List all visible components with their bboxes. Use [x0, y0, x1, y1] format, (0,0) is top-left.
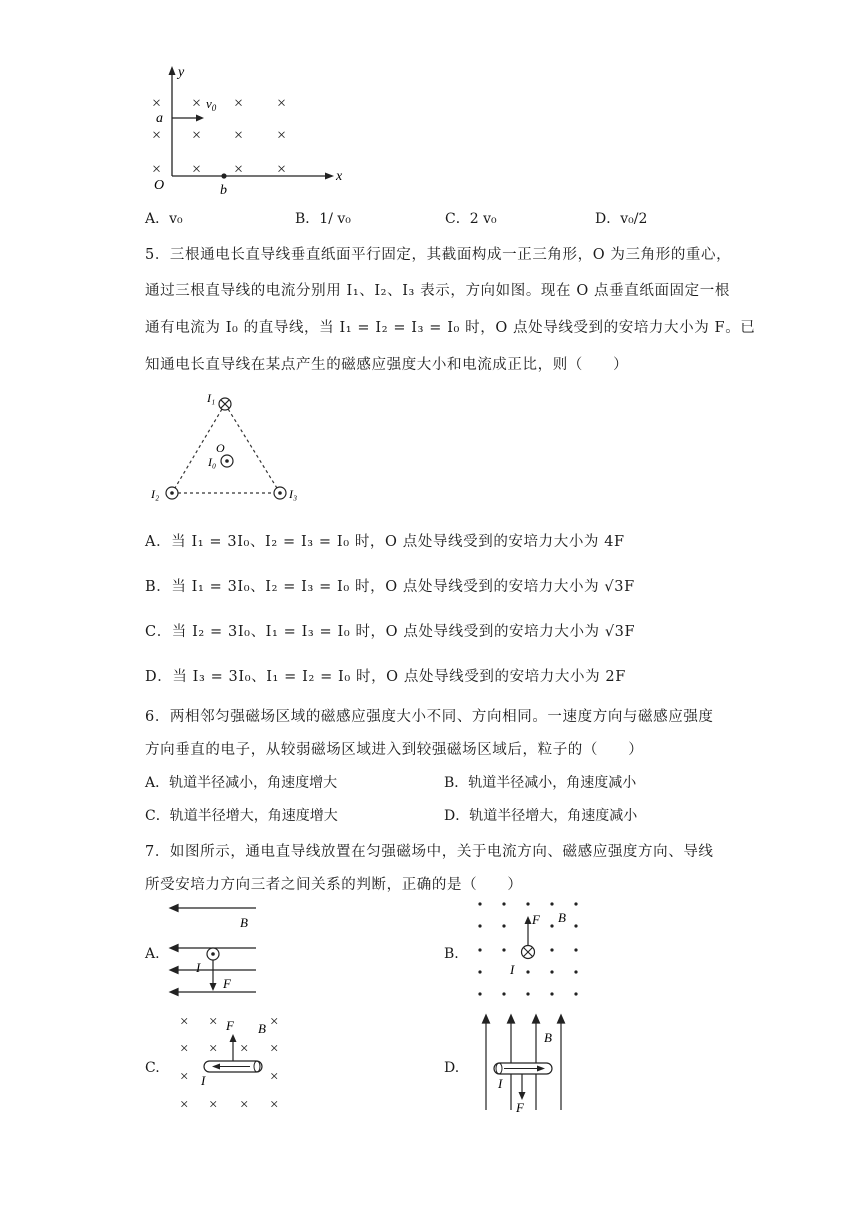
q4-b-label: b	[220, 183, 227, 198]
svg-text:I: I	[498, 1076, 503, 1091]
svg-text:×: ×	[270, 1097, 279, 1113]
svg-text:×: ×	[180, 1097, 189, 1113]
svg-text:F: F	[223, 976, 231, 991]
svg-text:×: ×	[277, 127, 287, 144]
q5-stem-line-1: 5．三根通电长直导线垂直纸面平行固定，其截面构成一正三角形，O 为三角形的重心，	[145, 247, 732, 263]
svg-text:×: ×	[180, 1014, 189, 1030]
q4-origin-label: O	[154, 178, 165, 193]
svg-text:×: ×	[192, 95, 202, 112]
svg-text:I: I	[510, 962, 515, 977]
wire-i1-into-page-icon	[219, 398, 231, 410]
q7-figure-b[interactable]	[472, 898, 587, 1002]
q5-label-i2: I₂	[151, 487, 160, 501]
q5-option-d[interactable]: D．当 I₃ = 3I₀、I₁ = I₂ = I₀ 时，O 点处导线受到的安培力大小为 2F	[145, 669, 626, 685]
svg-text:×: ×	[209, 1014, 218, 1030]
q6-option-a[interactable]: A．轨道半径减小，角速度增大	[145, 775, 338, 791]
svg-text:×: ×	[192, 127, 202, 144]
svg-text:I: I	[201, 1073, 206, 1088]
svg-text:×: ×	[270, 1014, 279, 1030]
q4-x-label: x	[336, 169, 343, 184]
svg-text:×: ×	[180, 1041, 189, 1057]
q5-option-c[interactable]: C．当 I₂ = 3I₀、I₁ = I₃ = I₀ 时，O 点处导线受到的安培力大小为 √3F	[145, 624, 636, 640]
svg-text:×: ×	[152, 161, 162, 178]
q7-figure-d[interactable]	[478, 1010, 578, 1114]
q5-label-o: O	[216, 441, 225, 455]
svg-text:×: ×	[192, 161, 202, 178]
svg-text:×: ×	[209, 1097, 218, 1113]
svg-text:B: B	[544, 1030, 552, 1045]
wire-i0-out-of-page-icon	[221, 455, 233, 467]
svg-text:×: ×	[240, 1097, 249, 1113]
svg-text:×: ×	[234, 95, 244, 112]
q4-option-b[interactable]: B．1/ v₀	[295, 211, 351, 227]
svg-text:×: ×	[277, 95, 287, 112]
q4-point-b	[221, 173, 226, 178]
q6-option-c[interactable]: C．轨道半径增大，角速度增大	[145, 808, 338, 824]
q6-stem-line-1: 6．两相邻匀强磁场区域的磁感应强度大小不同、方向相同。一速度方向与磁感应强度	[145, 709, 714, 725]
q5-stem-line-3: 通有电流为 I₀ 的直导线，当 I₁ = I₂ = I₃ = I₀ 时，O 点处导线受到的安培力大小为 F。已	[145, 320, 756, 336]
svg-text:×: ×	[152, 127, 162, 144]
svg-text:×: ×	[277, 161, 287, 178]
svg-text:×: ×	[234, 161, 244, 178]
svg-text:×: ×	[234, 127, 244, 144]
q4-field-figure	[145, 62, 355, 200]
svg-text:×: ×	[180, 1069, 189, 1085]
q7-stem-line-1: 7．如图所示，通电直导线放置在匀强磁场中，关于电流方向、磁感应强度方向、导线	[145, 844, 714, 860]
q5-label-i3: I₃	[289, 487, 298, 501]
q4-option-c[interactable]: C．2 v₀	[445, 211, 497, 227]
svg-text:F: F	[226, 1018, 234, 1033]
q5-label-i1: I₁	[207, 391, 216, 405]
svg-text:B: B	[558, 910, 566, 925]
q7-figure-a[interactable]	[168, 900, 263, 1000]
q4-option-a[interactable]: A．v₀	[145, 211, 183, 227]
q4-y-label: y	[178, 65, 185, 80]
q5-label-i0: I₀	[208, 455, 217, 469]
q4-v0-label: $v_0$	[206, 96, 217, 113]
q5-stem-line-2: 通过三根直导线的电流分别用 I₁、I₂、I₃ 表示，方向如图。现在 O 点垂直纸面固定一根	[145, 283, 730, 299]
svg-text:×: ×	[270, 1041, 279, 1057]
q6-option-b[interactable]: B．轨道半径减小，角速度减小	[444, 775, 637, 791]
q7-figure-c[interactable]	[174, 1008, 289, 1114]
svg-text:×: ×	[270, 1069, 279, 1085]
q7-option-b-letter[interactable]: B.	[444, 946, 459, 962]
q5-option-b[interactable]: B．当 I₁ = 3I₀、I₂ = I₃ = I₀ 时，O 点处导线受到的安培力大小为 √3F	[145, 579, 635, 595]
q4-option-d[interactable]: D．v₀/2	[595, 211, 648, 227]
q7-option-a-letter[interactable]: A.	[145, 946, 160, 962]
wire-i3-out-of-page-icon	[274, 487, 286, 499]
svg-text:F: F	[516, 1100, 524, 1114]
q4-a-label: a	[156, 111, 163, 126]
svg-text:I: I	[196, 960, 201, 975]
q5-triangle-figure	[145, 388, 315, 508]
svg-text:×: ×	[209, 1041, 218, 1057]
q5-stem-line-4: 知通电长直导线在某点产生的磁感应强度大小和电流成正比，则（ ）	[145, 357, 629, 373]
q6-option-d[interactable]: D．轨道半径增大，角速度减小	[444, 808, 638, 824]
q7-stem-line-2: 所受安培力方向三者之间关系的判断，正确的是（ ）	[145, 877, 523, 893]
svg-text:F: F	[532, 912, 540, 927]
svg-text:×: ×	[240, 1041, 249, 1057]
q6-stem-line-2: 方向垂直的电子，从较弱磁场区域进入到较强磁场区域后，粒子的（ ）	[145, 742, 644, 758]
svg-text:×: ×	[152, 95, 162, 112]
q5-option-a[interactable]: A．当 I₁ = 3I₀、I₂ = I₃ = I₀ 时，O 点处导线受到的安培力大小为 4F	[145, 534, 625, 550]
svg-text:B: B	[240, 915, 248, 930]
wire-i2-out-of-page-icon	[166, 487, 178, 499]
svg-text:B: B	[258, 1021, 266, 1036]
q7-option-d-letter[interactable]: D.	[444, 1060, 460, 1076]
q7-option-c-letter[interactable]: C.	[145, 1060, 160, 1076]
